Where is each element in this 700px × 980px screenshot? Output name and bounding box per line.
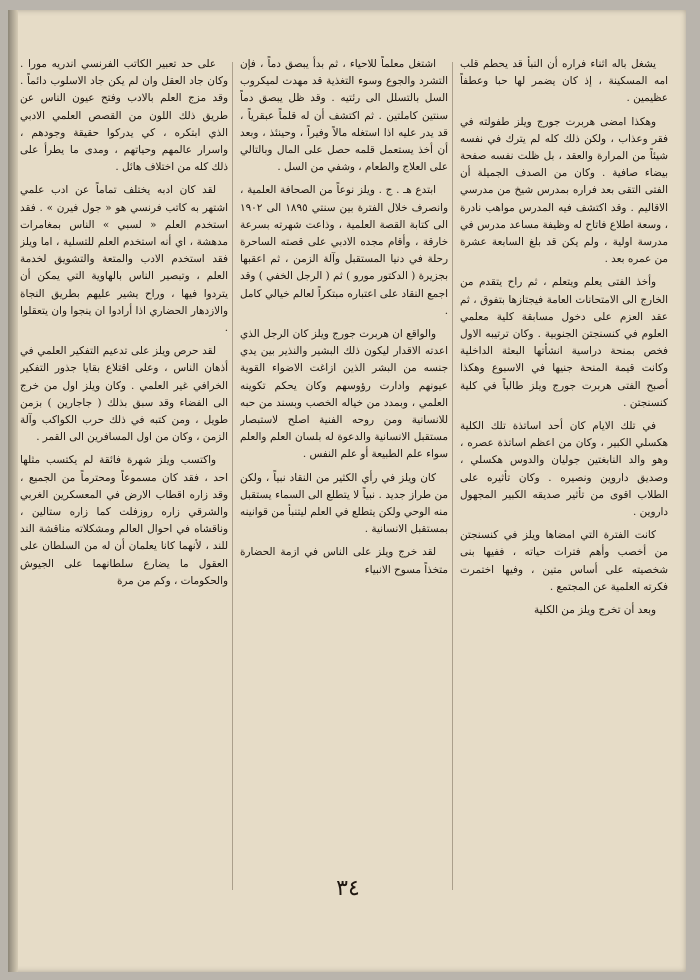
paragraph: كانت الفترة التي امضاها ويلز في كنسنجتن من أخصب وأهم فترات حياته ، ففيها بنى شخصيته على أساس متين ، وفيها اختمرت فكرته العلمية عن المجتمع . bbox=[460, 529, 668, 593]
paragraph: على حد تعبير الكاتب الفرنسي اندريه مورا . وكان جاد العقل وان لم يكن جاد الاسلوب دائماً . وقد مزج العلم بالادب وفتح عيون الناس عن طريق ذلك اللون من القصص العلمي الادبي الذي ابتكره ، كي يدركوا حقيقة وجودهم ، واسرار عالمهم وحياتهم ، ومدى ما يطرأ على ذلك كله من اختلاف هائل . bbox=[20, 58, 228, 174]
page-number: ٣٤ bbox=[336, 876, 360, 901]
paragraph: لقد حرص ويلز على تدعيم التفكير العلمي في أذهان الناس ، وعلى اقتلاع بقايا جذور التفكير الخرافي غير العلمي . وكان ويلز اول من خرج الى الفضاء وقد سبق بذلك ( جاجارين ) بزمن طويل ، ومن كتبه في ذلك حرب الكواكب وآلة الزمن ، وكان من اول المسافرين الى القمر . bbox=[20, 345, 228, 444]
column-middle bbox=[240, 56, 448, 884]
paragraph: ابتدع هـ . ج . ويلز نوعاً من الصحافة العلمية ، وانصرف خلال الفترة بين سنتي ١٨٩٥ الى ١٩٠٢ الى كتابة القصة العلمية ، وذاعت شهرته بسرعة خارقة ، وأقام مجده الادبي على قصته الساحرة رحلة في دنيا المستقبل وآلة الزمن ، ثم اعقبها بجزيرة ( الدكتور مورو ) ثم ( الرجل الخفي ) وقد اجمع النقاد على اعتباره مبتكراً لعالم خيالي كامل . bbox=[240, 184, 448, 317]
paragraph: كان ويلز في رأي الكثير من النقاد نبياً ، ولكن من طراز جديد . نبياً لا يتطلع الى السماء يستقبل منه الوحي ولكن يتطلع في العلم ليتنبأ من قوانينه بمستقبل الانسانية . bbox=[240, 471, 448, 536]
paragraph: لقد خرج ويلز على الناس في ازمة الحضارة متخذاً مسوح الانبياء bbox=[240, 546, 448, 576]
column-left bbox=[20, 56, 228, 884]
column-right bbox=[460, 56, 668, 884]
paragraph: واكتسب ويلز شهرة فائقة لم يكتسب مثلها احد ، فقد كان مسموعاً ومحترماً من الجميع ، وقد زاره اقطاب الارض في المعسكرين الغربي والشرقي زاره روزفلت كما زاره ستالين ، وناقشاه في احوال العالم ومشكلاته مناقشة الند للند ، لأنهما كانا يعلمان أن له من السلطان على العقول ما يضارع سلطانهما على الجيوش والحكومات ، وكم من مرة bbox=[20, 454, 228, 587]
paragraph: وهكذا امضى هربرت جورج ويلز طفولته في فقر وعذاب ، ولكن ذلك كله لم يترك في نفسه شيئاً من المرارة والعقد ، بل ظلت نفسه صفحة بيضاء صافية . وكان من الصدف الجميلة أن الفتى التقى بعد فراره بمدرس شيخ من مدرسي الاقاليم . وقد اكتشف فيه المدرس مواهب نادرة ، وسعة اطلاع فاتاح له وظيفة مساعد مدرس في مدرسة اولية ، ولم يكن قد بلغ السابعة عشرة من عمره بعد . bbox=[460, 115, 668, 266]
paragraph: لقد كان ادبه يختلف تماماً عن ادب علمي اشتهر به كاتب فرنسي هو « جول فيرن » . فقد استخدم العلم « لسبي » الناس بمغامرات مدهشة ، اي أنه استخدم العلم للتسلية ، اما ويلز فقد استخدم الادب والمتعة والتشويق لخدمة العلم ، وتبصير الناس بالهاوية التي يمكن أن يتردوا فيها ، وراح يشير عليهم بطريق النجاة والازدهار الحضاري اذا أرادوا ان ينجوا وان يتعقلوا . bbox=[20, 184, 228, 335]
column-divider bbox=[232, 62, 233, 890]
paragraph: اشتغل معلماً للاحياء ، ثم بدأ يبصق دماً ، فإن التشرد والجوع وسوء التغذية قد مهدت لميكروب السل بالتسلل الى رئتيه . وقد ظل يبصق دماً سنتين كاملتين . ثم اكتشف أن له قلماً عبقرياً ، قد يدر عليه اذا استغله مالاً وفيراً ، وحينئذ ، وبعد أن أخذ يستعمل قلمه حصل على المال وبالتالي على العلاج والطعام ، وشفي من السل . bbox=[240, 58, 448, 174]
paragraph: والواقع ان هربرت جورج ويلز كان الرجل الذي اعدته الاقدار ليكون ذلك البشير والنذير بين يدي جنسه من البشر الذين ازاغت الاضواء القوية عيونهم وادارت رؤوسهم وكان يحكم تكوينه العلمي ، وبمدد من خياله الخصب وبسند من حبه للانسانية ومن روحه الفنية اصلح لاستبصار مستقبل الانسانية والدعوة له بلسان العلم والعلم سواء علم الطبيعة أو علم النفس . bbox=[240, 328, 448, 461]
book-page bbox=[8, 10, 686, 972]
column-divider bbox=[452, 62, 453, 890]
paragraph: يشغل باله اثناء فراره أن النبأ قد يحطم قلب امه المسكينة ، إذ كان يضمر لها حبا وعطفاً عظيمين . bbox=[460, 58, 668, 105]
paragraph: وأخذ الفتى يعلم ويتعلم ، ثم راح يتقدم من الخارج الى الامتحانات العامة فيجتازها بتفوق ، ثم عقد العزم على دخول مسابقة كلية معلمي العلوم في كنسنجتن الجنوبية . وكان ترتيبه الاول فخص بمنحة دراسية انشأتها البعثة الداخلية وكانت قيمة المنحة جنيها في الاسبوع وهكذا أصبح الفتى هربرت جورج ويلز طالباً في كلية كنسنجتن . bbox=[460, 276, 668, 409]
paragraph: في تلك الايام كان أحد اساتذة تلك الكلية هكسلي الكبير ، وكان من اعظم اساتذة عصره ، وهو والد النابغتين جوليان والدوس هكسلي ، وصديق داروين ونصيره . وكان تأثيره على الطلاب اقوى من تأثير صديقه الكبير المجهول داروين . bbox=[460, 420, 668, 519]
page-spine-shadow bbox=[8, 10, 18, 972]
paragraph: وبعد أن تخرج ويلز من الكلية bbox=[534, 604, 656, 617]
